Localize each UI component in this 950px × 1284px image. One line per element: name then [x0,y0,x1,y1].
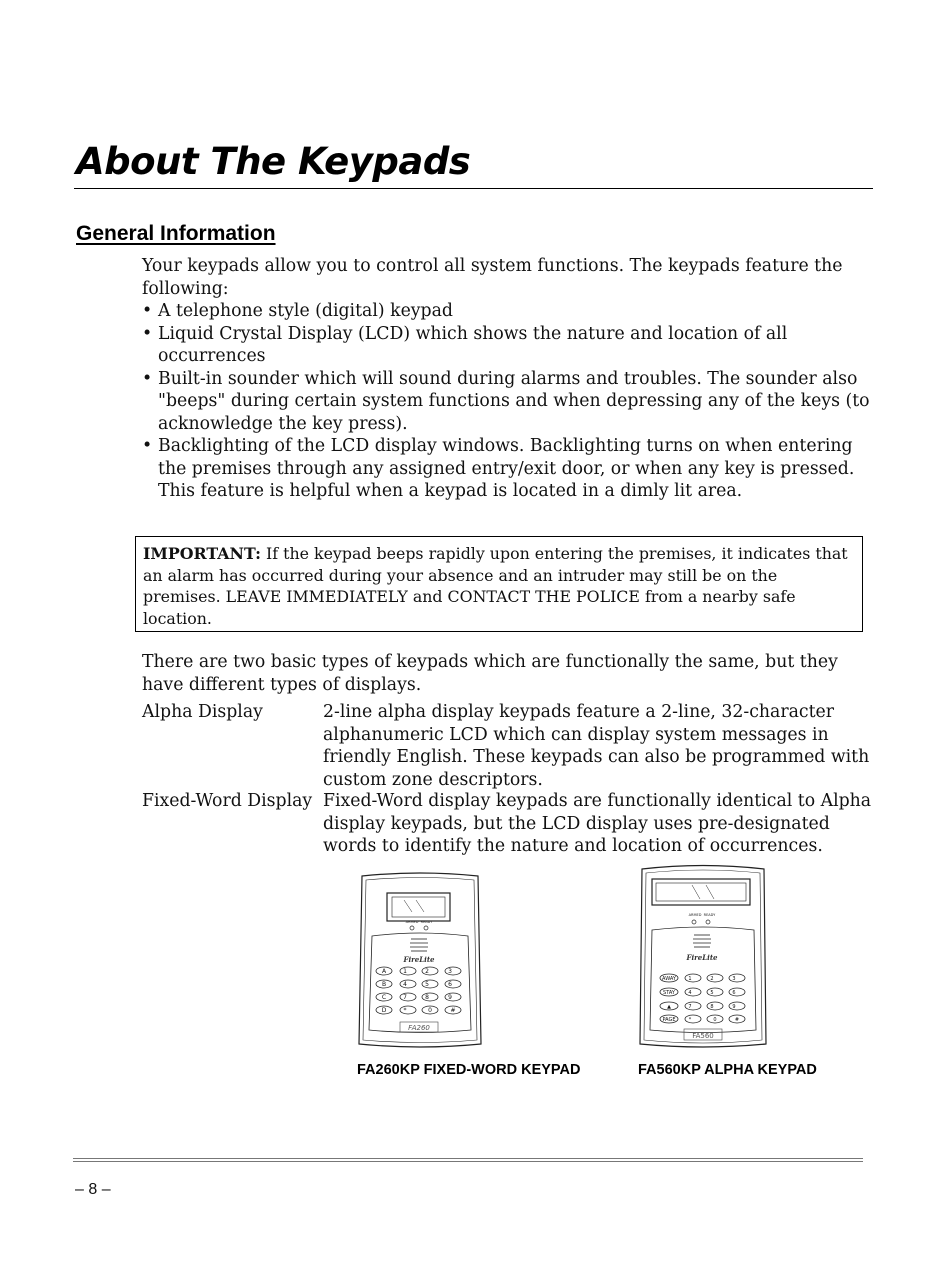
svg-text:6: 6 [732,990,736,996]
important-notice [135,536,863,632]
display-type-description: Fixed-Word display keypads are functionally identical to Alpha display keypads, but the LCD display uses pre-designated words to identify the nature and location of occurrences. [323,791,872,856]
important-text: If the keypad beeps rapidly upon entering the premises, it indicates that an alarm has occurred during your absence and an intruder may still be on the premises. LEAVE IMMEDIATELY and CONTACT THE POLICE from a nearby safe location. [143,544,848,628]
svg-text:#: # [734,1017,740,1023]
svg-text:8: 8 [710,1004,714,1010]
svg-text:2: 2 [710,976,714,982]
brand-logo: FireLite [686,953,718,962]
svg-text:1: 1 [403,968,407,975]
svg-text:9: 9 [448,994,452,1001]
svg-text:PAGE: PAGE [662,1017,676,1023]
svg-text:#: # [450,1007,456,1014]
types-intro-paragraph: There are two basic types of keypads which are functionally the same, but they have different types of displays. [142,652,838,695]
status-labels: ARMED READY [405,920,433,924]
svg-text:4: 4 [403,981,407,988]
svg-text:5: 5 [425,981,429,988]
svg-text:5: 5 [710,990,714,996]
svg-text:AWAY: AWAY [662,976,676,982]
svg-text:2: 2 [425,968,429,975]
svg-text:STAY: STAY [663,990,675,996]
keypad-keys [660,974,745,1023]
svg-text:3: 3 [732,976,736,982]
section-heading: General Information [76,222,276,245]
svg-text:8: 8 [425,994,429,1001]
svg-text:0: 0 [713,1017,717,1023]
svg-text:A: A [381,968,387,975]
svg-text:7: 7 [403,994,407,1001]
footer-rule [73,1158,863,1159]
display-type-term: Alpha Display [142,702,263,722]
figure-caption-fa260: FA260KP FIXED-WORD KEYPAD [357,1062,581,1078]
model-label: FA260 [408,1024,430,1032]
display-type-description: 2-line alpha display keypads feature a 2-line, 32-character alphanumeric LCD which can display system messages in friendly English. These keypads can also be programmed with custom zone descriptors. [323,702,870,790]
feature-item: • Liquid Crystal Display (LCD) which shows the nature and location of all occurrences [142,323,877,368]
fa260-keypad-illustration [350,872,490,1050]
svg-text:6: 6 [448,981,452,988]
svg-text:7: 7 [688,1004,692,1010]
title-rule [74,188,873,189]
display-type-term: Fixed-Word Display [142,791,313,811]
svg-text:D: D [381,1007,387,1014]
status-labels: ARMED READY [688,913,716,917]
svg-text:3: 3 [448,968,452,975]
svg-text:▲: ▲ [667,1004,671,1010]
svg-text:9: 9 [732,1004,736,1010]
fa560-keypad-illustration [632,864,774,1050]
feature-list [142,300,877,503]
svg-text:1: 1 [688,976,692,982]
feature-item: • Backlighting of the LCD display windows. Backlighting turns on when entering the premises through any assigned entry/exit door, or when any key is pressed. This feature is helpful when a keypad is located in a dimly lit area. [142,435,877,503]
important-label: IMPORTANT: [143,544,261,563]
svg-text:*: * [403,1007,407,1014]
brand-logo: FireLite [403,955,435,964]
feature-item: • Built-in sounder which will sound during alarms and troubles. The sounder also "beeps" during certain system functions and when depressing any of the keys (to acknowledge the key press). [142,368,877,436]
svg-text:*: * [688,1017,692,1023]
svg-text:C: C [381,994,387,1001]
svg-text:0: 0 [428,1007,432,1014]
feature-item: • A telephone style (digital) keypad [142,300,877,323]
footer-rule [73,1161,863,1162]
keypad-keys [376,967,461,1014]
model-label: FA560 [692,1032,714,1040]
intro-paragraph: Your keypads allow you to control all system functions. The keypads feature the following: [142,256,843,299]
page-title: About The Keypads [76,140,471,183]
figure-caption-fa560: FA560KP ALPHA KEYPAD [638,1062,817,1078]
page-number: – 8 – [75,1181,111,1198]
svg-text:4: 4 [688,990,692,996]
svg-text:B: B [381,981,387,988]
